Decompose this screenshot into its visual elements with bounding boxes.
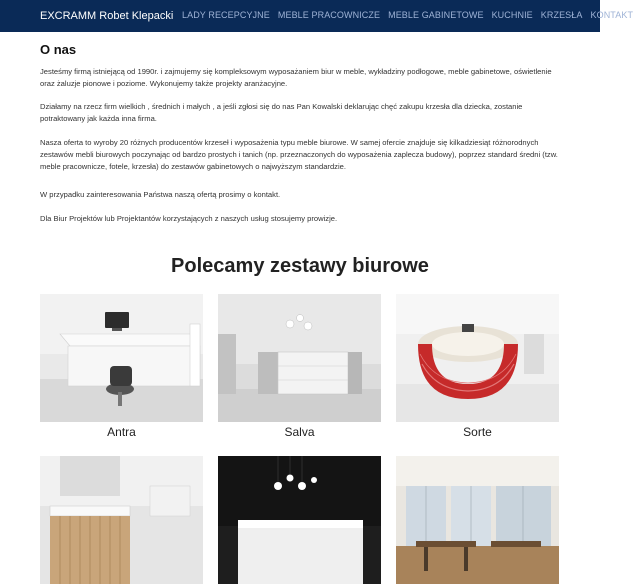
nav-kontakt[interactable]: KONTAKT — [591, 10, 633, 20]
nav-kuchnie[interactable]: KUCHNIE — [492, 10, 533, 20]
set-image[interactable] — [396, 456, 559, 584]
set-name[interactable]: Salva — [218, 425, 381, 439]
set-card[interactable] — [218, 456, 381, 587]
about-paragraph: Działamy na rzecz firm wielkich , średnich i małych , a jeśli zgłosi się do nas Pan Kowalski deklarując chęć zakupu krzesła dla dziecka, zostanie potraktowany jak każda inna firma. — [40, 101, 560, 125]
set-card-salva[interactable] — [218, 294, 381, 439]
top-navbar — [0, 0, 600, 32]
about-paragraph: Jesteśmy firmą istniejącą od 1990r. i zajmujemy się kompleksowym wyposażaniem biur w meble, wykładziny podłogowe, meble gabinetowe, oświetlenie oraz żaluzje pionowe i poziome. Wykonujemy także projekty aranżacyjne. — [40, 66, 560, 90]
set-card-antra[interactable] — [40, 294, 203, 439]
nav-meble-pracownicze[interactable]: MEBLE PRACOWNICZE — [278, 10, 380, 20]
about-title: O nas — [40, 42, 76, 57]
nav-meble-gabinetowe[interactable]: MEBLE GABINETOWE — [388, 10, 483, 20]
brand-link[interactable]: EXCRAMM Robet Klepacki — [40, 10, 173, 22]
set-name[interactable]: Sorte — [396, 425, 559, 439]
set-name[interactable]: Antra — [40, 425, 203, 439]
about-paragraph: W przypadku zainteresowania Państwa naszą ofertą prosimy o kontakt. — [40, 189, 560, 201]
nav-krzesla[interactable]: KRZESŁA — [541, 10, 583, 20]
set-card[interactable] — [40, 456, 203, 587]
main-nav — [182, 10, 633, 20]
nav-lady-recepcyjne[interactable]: LADY RECEPCYJNE — [182, 10, 270, 20]
set-card-sorte[interactable] — [396, 294, 559, 439]
set-image-sorte[interactable] — [396, 294, 559, 422]
set-card[interactable] — [396, 456, 559, 587]
set-image-salva[interactable] — [218, 294, 381, 422]
about-paragraph: Dla Biur Projektów lub Projektantów korzystających z naszych usług stosujemy prowizje. — [40, 213, 560, 225]
sets-title: Polecamy zestawy biurowe — [0, 255, 600, 278]
about-paragraph: Nasza oferta to wyroby 20 różnych producentów krzeseł i wyposażenia typu meble biurowe. W samej ofercie znajduje się kilkadziesiąt różnorodnych zestawów mebli biurowych poczynając od bardzo prostych i tanich (np. przeznaczonych do wyposażenia zaplecza budowy), poprzez standard średni (tzw. meble pracownicze, fotele, krzesła) do zestawów gabinetowych o najwyższym standardzie. — [40, 137, 560, 173]
set-image[interactable] — [40, 456, 203, 584]
set-image-antra[interactable] — [40, 294, 203, 422]
set-image[interactable] — [218, 456, 381, 584]
